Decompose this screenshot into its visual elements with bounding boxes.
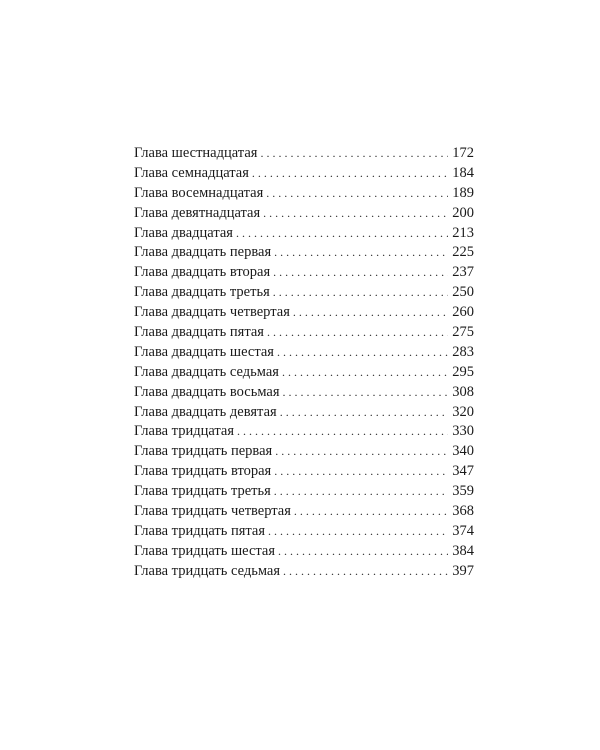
- dot-leader: [268, 522, 448, 542]
- chapter-title: Глава шестнадцатая: [134, 145, 258, 161]
- chapter-title: Глава семнадцатая: [134, 164, 249, 181]
- page-number: 250: [452, 284, 474, 301]
- chapter-title: Глава тридцать первая: [134, 443, 273, 460]
- toc-entry: [134, 462, 474, 482]
- chapter-title: Глава девятнадцатая: [134, 204, 261, 221]
- toc-entry: [134, 542, 474, 562]
- toc-entry: [134, 303, 474, 323]
- toc-entry: [134, 482, 474, 502]
- toc-entry: [134, 442, 474, 462]
- page-number: 225: [452, 244, 474, 261]
- dot-leader: [267, 323, 448, 343]
- chapter-title: Глава тридцать вторая: [134, 463, 272, 480]
- page-number: 213: [452, 224, 474, 241]
- page-number: 340: [452, 443, 474, 460]
- toc-entry: [134, 144, 474, 164]
- chapter-title: Глава тридцать шестая: [134, 542, 275, 559]
- page-number: 374: [452, 522, 474, 539]
- page-number: 189: [452, 184, 474, 201]
- dot-leader: [263, 204, 448, 224]
- toc-entry: [134, 204, 474, 224]
- toc-entry: [134, 343, 474, 363]
- page-number: 330: [452, 423, 474, 440]
- page-number: 237: [452, 264, 474, 281]
- dot-leader: [236, 224, 448, 244]
- page-number: 295: [452, 363, 474, 380]
- chapter-title: Глава двадцать шестая: [134, 343, 274, 360]
- chapter-title: Глава тридцать седьмая: [134, 562, 281, 579]
- toc-entry: [134, 522, 474, 542]
- dot-leader: [283, 562, 448, 582]
- page-number: 308: [452, 383, 474, 400]
- page-number: 283: [452, 343, 474, 360]
- dot-leader: [283, 383, 449, 403]
- chapter-title: Глава двадцать восьмая: [134, 383, 280, 400]
- page-number: 275: [452, 324, 474, 341]
- toc-entry: [134, 184, 474, 204]
- toc-entry: [134, 164, 474, 184]
- dot-leader: [277, 343, 448, 363]
- chapter-title: Глава двадцать третья: [134, 284, 270, 301]
- toc-entry: [134, 323, 474, 343]
- dot-leader: [252, 164, 448, 184]
- dot-leader: [273, 263, 448, 283]
- chapter-title: Глава двадцать девятая: [134, 403, 277, 420]
- dot-leader: [274, 243, 448, 263]
- chapter-title: Глава тридцатая: [134, 423, 235, 440]
- dot-leader: [260, 144, 448, 164]
- chapter-title: Глава двадцатая: [134, 224, 233, 241]
- chapter-title: Глава двадцать четвертая: [134, 304, 290, 321]
- chapter-title: Глава восемнадцатая: [134, 184, 264, 201]
- toc-entry: [134, 502, 474, 522]
- page-number: 347: [452, 463, 474, 480]
- dot-leader: [294, 502, 448, 522]
- dot-leader: [280, 403, 449, 423]
- page-number: 200: [452, 204, 474, 221]
- chapter-title: Глава двадцать седьмая: [134, 363, 279, 380]
- toc-entry: [134, 383, 474, 403]
- chapter-title: Глава двадцать пятая: [134, 324, 264, 341]
- dot-leader: [273, 283, 449, 303]
- chapter-title: Глава тридцать четвертая: [134, 503, 291, 520]
- toc-entry: [134, 363, 474, 383]
- dot-leader: [237, 422, 448, 442]
- dot-leader: [274, 482, 448, 502]
- toc-entry: [134, 562, 474, 582]
- chapter-title: Глава двадцать вторая: [134, 264, 271, 281]
- page-number: 359: [452, 483, 474, 500]
- chapter-title: Глава двадцать первая: [134, 244, 272, 261]
- page-number: 384: [452, 542, 474, 559]
- page-number: 397: [452, 562, 474, 579]
- dot-leader: [275, 442, 448, 462]
- dot-leader: [282, 363, 448, 383]
- toc-entry: [134, 422, 474, 442]
- chapter-title: Глава тридцать третья: [134, 483, 271, 500]
- page-number: 172: [452, 145, 474, 161]
- dot-leader: [278, 542, 448, 562]
- table-of-contents: [134, 144, 474, 582]
- page-number: 368: [452, 503, 474, 520]
- page-number: 260: [452, 304, 474, 321]
- dot-leader: [274, 462, 448, 482]
- toc-entry: [134, 283, 474, 303]
- toc-entry: [134, 263, 474, 283]
- toc-entry: [134, 403, 474, 423]
- chapter-title: Глава тридцать пятая: [134, 522, 266, 539]
- dot-leader: [266, 184, 448, 204]
- dot-leader: [293, 303, 448, 323]
- toc-entry: [134, 243, 474, 263]
- page-number: 320: [452, 403, 474, 420]
- page-number: 184: [452, 164, 474, 181]
- toc-entry: [134, 224, 474, 244]
